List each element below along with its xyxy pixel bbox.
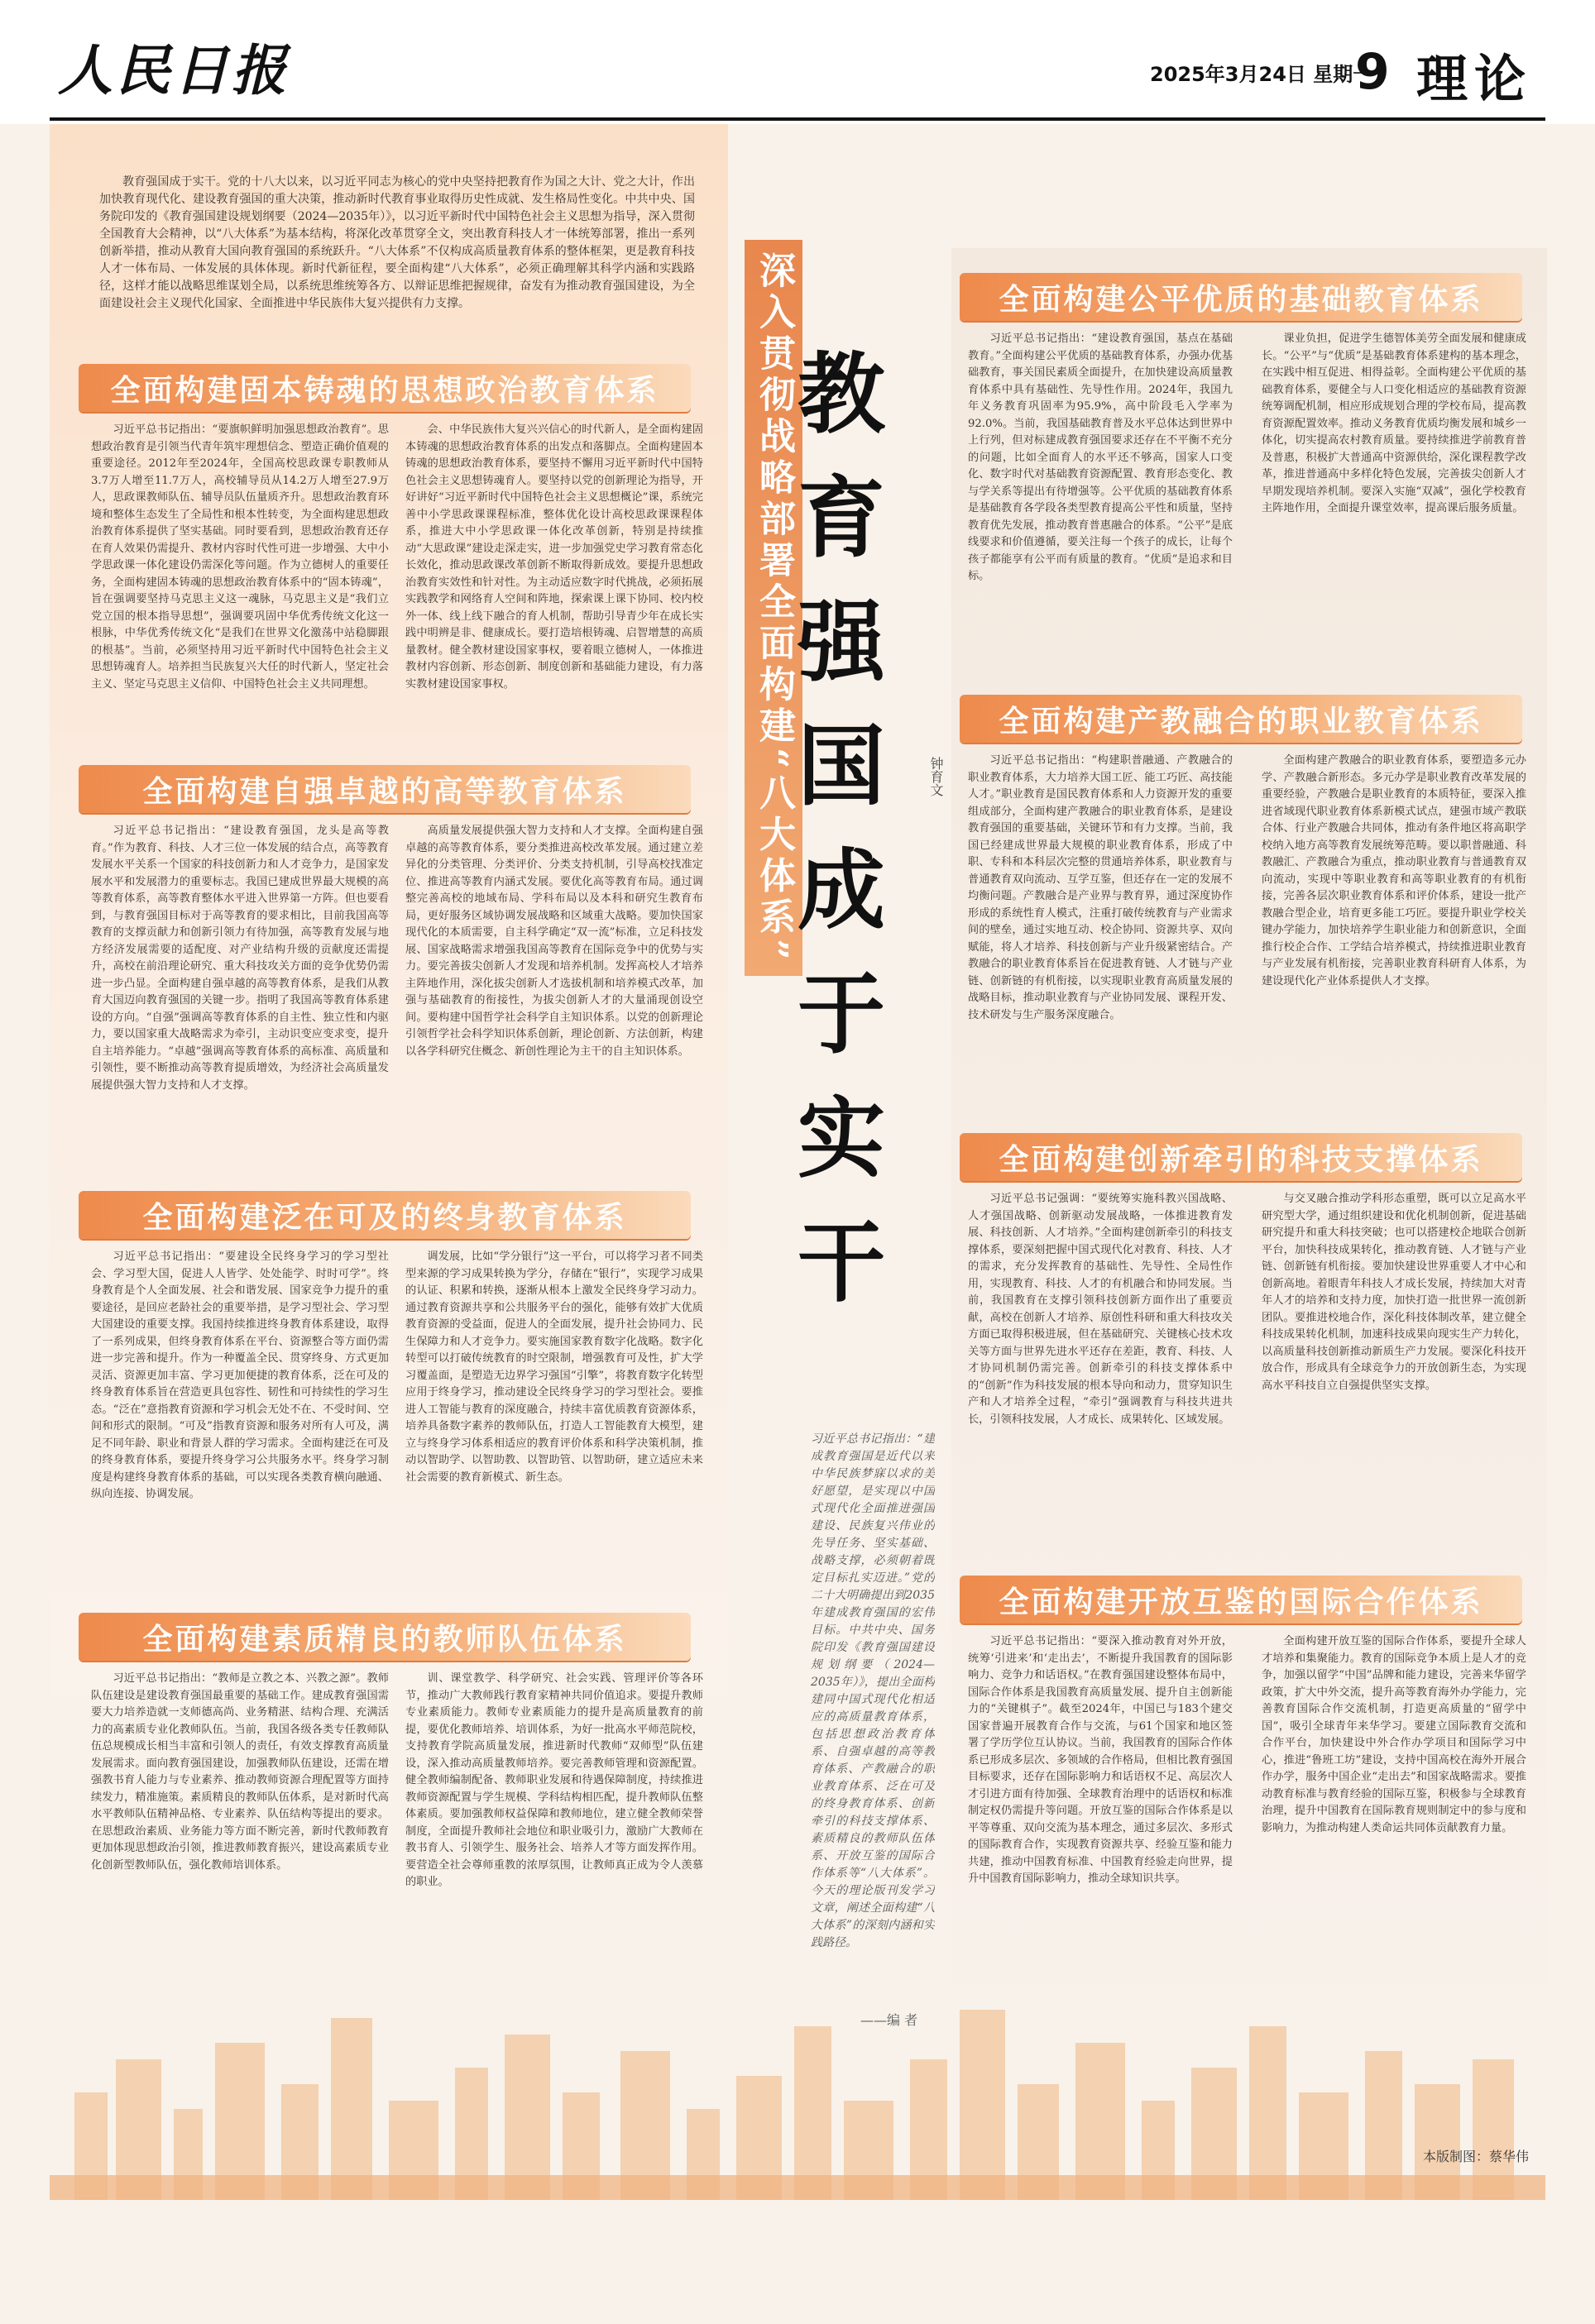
section-sci-tech-col1: 习近平总书记强调：“要统筹实施科教兴国战略、人才强国战略、创新驱动发展战略，一体推进教育发展、科技创新、人才培养。”全面构建创新牵引的科技支撑体系，要深刻把握中国式现代化对教育、科技、人才的需求，充分发挥教育的基础性、先导性、全局性作用，实现教育、科技、人才的有机融合和协同发展。当前，我国教育在支撑引领科技创新方面作出了重要贡献，高校在创新人才培养、原创性科研和重大科技攻关方面已取得积极进展，但在基础研究、关键核心技术攻关等方面与世界先进水平还存在差距，教育、科技、人才协同机制仍需完善。创新牵引的科技支撑体系中的“创新”作为科技发展的根本导向和动力，贯穿知识生产和人才培养全过程，“牵引”强调教育与科技共进共长，引领科技发展，人才成长、成果转化、区域发展。 bbox=[968, 1193, 1233, 1426]
section-title-basic-ed: 全面构建公平优质的基础教育体系 bbox=[960, 273, 1522, 321]
page-number: 9 bbox=[1355, 43, 1390, 101]
article-intro: 教育强国成于实干。党的十八大以来，以习近平同志为核心的党中央坚持把教育作为国之大计、党之大计，作出加快教育现代化、建设教育强国的重大决策，推动新时代教育事业取得历史性成就、发生格局性变化。中共中央、国务院印发的《教育强国建设规划纲要（2024—2035年）》，以习近平新时代中国特色社会主义思想为指导，深入贯彻全国教育大会精神，以“八大体系”为基本结构，将深化改革贯穿全文，突出教育科技人才一体统筹部署，推出一系列创新举措，推动从教育大国向教育强国的系统跃升。“八大体系”不仅构成高质量教育体系的整体框架，更是教育科技人才一体布局、一体发展的具体体现。新时代新征程，要全面构建“八大体系”，必须正确理解其科学内涵和实践路径，这样才能以战略思维谋划全局，以系统思维统筹各方、以辩证思维把握规律，奋发有为推动教育强国建设，为全面建设社会主义现代化国家、全面推进中华民族伟大复兴提供有力支撑。 bbox=[99, 175, 695, 310]
article-title: 教育强国成于实干 bbox=[783, 347, 887, 1340]
section-title-lifelong: 全面构建泛在可及的终身教育体系 bbox=[79, 1191, 691, 1239]
section-higher-ed-col2: 高质量发展提供强大智力支持和人才支撑。全面构建自强卓越的高等教育体系，要分类推进高校改革发展。通过建立差异化的分类管理、分类评价、分类支持机制，引导高校找准定位、推进高等教育内涵式发展。要优化高等教育布局。通过调整完善高校的地域布局、学科布局以及本科和研究生教育布局，更好服务区域协调发展战略和区域重大战略。要加快国家现代化的本质需要，自主科学确定“双一流”标准，立足科技发展、国家战略需求增强我国高等教育在国际竞争中的优势与实力。要完善拔尖创新人才发现和培养机制。发挥高校人才培养主阵地作用，深化拔尖创新人才选拔机制和培养模式改革，加强与基础教育的衔接性，为拔尖创新人才的大量涌现创设空间。要构建中国哲学社会科学自主知识体系。以党的创新理论引领哲学社会科学知识体系创新，理论创新、方法创新，构建以各学科研究住概念、新创性理论为主干的自主知识体系。 bbox=[405, 825, 703, 1058]
illustration-credit: 本版制图：蔡华伟 bbox=[1423, 2149, 1530, 2164]
section-intl-col1: 习近平总书记指出：“要深入推动教育对外开放，统筹‘引进来’和‘走出去’，不断提升我国教育的国际影响力、竞争力和话语权。”在教育强国建设整体布局中，国际合作体系是我国教育高质量发展、提升自主创新能力的“关键棋子”。截至2024年，中国已与183个建交国家普遍开展教育合作与交流，与61个国家和地区签署了学历学位互认协议。当前，我国教育的国际合作体系已形成多层次、多领域的合作格局，但相比教育强国目标要求，还存在国际影响力和话语权不足、高层次人才引进方面有待加强、全球教育治理中的话语权和标准制定权仍需提升等问题。开放互鉴的国际合作体系是以平等尊重、双向交流为基本理念，通过多层次、多形式的国际教育合作，实现教育资源共享、经验互鉴和能力共建，推动中国教育标准、中国教育经验走向世界，提升中国教育国际影响力，推动全球知识共享。 bbox=[968, 1635, 1233, 1885]
section-title-teachers: 全面构建素质精良的教师队伍体系 bbox=[79, 1613, 691, 1661]
section-sci-tech-col2: 与交叉融合推动学科形态重塑，既可以立足高水平研究型大学，通过组织建设和优化机制创新，促进基础研究提升和重大科技突破；也可以搭建校企地联合创新平台，加快科技成果转化，推动教育链、人才链与产业链、创新链有机衔接。要加快建设世界重要人才中心和创新高地。着眼青年科技人才成长发展，持续加大对青年人才的培养和支持力度，加快打造一批世界一流创新团队。要推进校地合作，深化科技体制改革，建立健全科技成果转化机制，加速科技成果向现实生产力转化，以高质量科技创新推动新质生产力发展。要深化科技开放合作，形成具有全球竞争力的开放创新生态，为实现高水平科技自立自强提供坚实支撑。 bbox=[1262, 1193, 1526, 1392]
section-lifelong-col2: 调发展，比如“学分银行”这一平台，可以将学习者不同类型来源的学习成果转换为学分，存储在“银行”，实现学习成果的认证、积累和转换，逐渐从根本上激发全民终身学习动力。通过教育资源共享和公共服务平台的强化，能够有效扩大优质教育资源的受益面，促进人的全面发展，提升社会协同力、民生保障力和人才竞争力。要实施国家教育数字化战略。数字化转型可以打破传统教育的时空限制，增强教育可及性，扩大学习覆盖面，是塑造无边界学习强国“引擎”，将教育数字化转型应用于终身学习，推动建设全民终身学习的学习型社会。要推进人工智能与教育的深度融合，持续丰富优质教育资源体系，培养具备数字素养的教师队伍，打造人工智能教育大模型，建立与终身学习体系相适应的教育评价体系和科学决策机制，推动以智助学、以智助教、以智助管、以智助研，建立适应未来社会需要的教育新模式、新生态。 bbox=[405, 1250, 703, 1484]
section-higher-ed-col1: 习近平总书记指出：“建设教育强国，龙头是高等教育。”作为教育、科技、人才三位一体发展的结合点，高等教育发展水平关系一个国家的科技创新力和人才竞争力，是国家发展水平和发展潜力的重要标志。我国已建成世界最大规模的高等教育体系，高等教育整体水平进入世界第一方阵。但也要看到，与教育强国目标对于高等教育的要求相比，目前我国高等教育的支撑贡献力和创新引领力有待加强，高等教育发展与地方经济发展需要的适配度、对产业结构升级的贡献度还需提升，高校在前沿理论研究、重大科技攻关方面的竞争优势仍需进一步凸显。全面构建自强卓越的高等教育体系，是我们从教育大国迈向教育强国的关键一步。指明了我国高等教育体系建设的方向。“自强”强调高等教育体系的自主性、独立性和内驱力，要以国家重大战略需求为牵引，主动识变应变求变，提升自主培养能力。“卓越”强调高等教育体系的高标准、高质量和引领性，要不断推动高等教育提质增效，为经济社会高质量发展提供强大智力支持和人才支撑。 bbox=[91, 825, 389, 1092]
editor-note-signature: ——编 者 bbox=[860, 2012, 918, 2028]
section-vocational-col2: 全面构建产教融合的职业教育体系，要塑造多元办学、产教融合新形态。多元办学是职业教育改革发展的重要经验，产教融合是职业教育的本质特征，要深入推进省域现代职业教育体系新模式试点，建强市域产教联合体、行业产教融合共同体，推动有条件地区将高职学校纳入地方高等教育发展统筹范畴。要以职普融通、科教融汇、产教融合为重点，推动职业教育与普通教育双向流动，实现中等职业教育和高等职业教育的有机衔接，完善各层次职业教育体系和评价体系，建设一批产教融合型企业，培育更多能工巧匠。要提升职业学校关键办学能力，加快培养学生职业能力和创新意识，全面推行校企合作、工学结合培养模式，持续推进职业教育与产业发展有机衔接，完善职业教育科研育人体系，为建设现代化产业体系提供人才支撑。 bbox=[1262, 754, 1526, 987]
section-title-ideology: 全面构建固本铸魂的思想政治教育体系 bbox=[79, 364, 691, 412]
masthead-rule bbox=[50, 117, 1545, 121]
section-teachers-col1: 习近平总书记指出：“教师是立教之本、兴教之源”。教师队伍建设是建设教育强国最重要的基础工作。建成教育强国需要大力培养造就一支师德高尚、业务精湛、结构合理、充满活力的高素质专业化教师队伍。当前，我国各级各类专任教师队伍总规模成长相当丰富和引领人的责任，有效支撑教育高质量发展需求。面向教育强国建设，加强教师队伍建设，还需在增强教书育人能力与专业素养、推动教师资源合理配置等方面持续发力，精准施策。素质精良的教师队伍体系，是对新时代高水平教师队伍精神品格、专业素养、队伍结构等提出的要求。在思想政治素质、业务能力等方面不断完善，新时代教师教育更加体现思想政治引领，推进教师教育振兴，建设高素质专业化创新型教师队伍，强化教师培训体系。 bbox=[91, 1672, 389, 1872]
section-title-sci-tech: 全面构建创新牵引的科技支撑体系 bbox=[960, 1133, 1522, 1181]
section-lifelong-col1: 习近平总书记指出：“要建设全民终身学习的学习型社会、学习型大国，促进人人皆学、处处能学、时时可学”。终身教育是个人全面发展、社会和谐发展、国家竞争力提升的重要途径，是回应老龄社会的重要举措，是学习型社会、学习型大国建设的重要支撑。我国持续推进终身教育体系建设，取得了一系列成果，但终身教育体系在平台、资源整合等方面仍需进一步完善和提升。作为一种覆盖全民、贯穿终身、方式更加灵活、资源更加丰富、学习更加便捷的教育体系，泛在可及的终身教育体系旨在营造更具包容性、韧性和可持续性的学习生态。“泛在”意指教育资源和学习机会无处不在、不受时间、空间和形式的限制。“可及”指教育资源和服务对所有人可及，满足不同年龄、职业和背景人群的学习需求。全面构建泛在可及的终身教育体系，要提升终身学习公共服务水平。终身学习制度是构建终身教育体系的基础，可以实现各类教育横向融通、纵向连接、协调发展。 bbox=[91, 1250, 389, 1500]
section-name: 理论 bbox=[1416, 49, 1533, 109]
section-vocational-col1: 习近平总书记指出：“构建职普融通、产教融合的职业教育体系，大力培养大国工匠、能工巧匠、高技能人才。”职业教育是国民教育体系和人力资源开发的重要组成部分，全面构建产教融合的职业教育体系，是建设教育强国的重要基础，关键环节和有力支撑。当前，我国已经建成世界最大规模的职业教育体系，形成了中职、专科和本科层次完整的贯通培养体系，职业教育与普通教育双向流动、互学互鉴，但还存在一定的发展不均衡问题。产教融合是产业界与教育界，通过深度协作形成的系统性育人模式，注重打破传统教育与产业需求间的壁垒，通过实地互动、校企协同、资源共享、双向赋能，将人才培养、科技创新与产业升级紧密结合。产教融合的职业教育体系旨在促进教育链、人才链与产业链、创新链的有机衔接，以实现职业教育高质量发展的战略目标，推动职业教育与产业协同发展、课程开发、技术研发与生产服务深度融合。 bbox=[968, 754, 1233, 1021]
editor-note: 习近平总书记指出：“建成教育强国是近代以来中华民族梦寐以求的美好愿望，是实现以中国式现代化全面推进强国建设、民族复兴伟业的先导任务、坚实基础、战略支撑，必须朝着既定目标扎实迈进。”党的二十大明确提出到2035年建成教育强国的宏伟目标。中共中央、国务院印发《教育强国建设规划纲要（2024—2035年）》，提出全面构建同中国式现代化相适应的高质量教育体系，包括思想政治教育体系、自强卓越的高等教育体系、产教融合的职业教育体系、泛在可及的终身教育体系、创新牵引的科技支撑体系、素质精良的教师队伍体系、开放互鉴的国际合作体系等“八大体系”。今天的理论版刊发学习文章，阐述全面构建“八大体系”的深刻内涵和实践路径。 bbox=[811, 1432, 935, 1949]
section-intl-col2: 全面构建开放互鉴的国际合作体系，要提升全球人才培养和集聚能力。教育的国际竞争本质上是人才的竞争，加强以留学“中国”品牌和能力建设，完善来华留学政策，扩大中外交流，提升高等教育海外办学能力，完善教育国际合作交流机制，打造更高质量的“留学中国”，吸引全球青年来华学习。要建立国际教育交流和合作平台，加快建设中外合作办学项目和国际学习中心，推进“鲁班工坊”建设，支持中国高校在海外开展合作办学，服务中国企业“走出去”和国家战略需求。要推动教育标准与教育经验的国际互鉴，积极参与全球教育治理，提升中国教育在国际教育规则制定中的参与度和影响力，为推动构建人类命运共同体贡献教育力量。 bbox=[1262, 1635, 1526, 1834]
newspaper-logo: 人民日报 bbox=[58, 38, 290, 103]
section-teachers-col2: 训、课堂教学、科学研究、社会实践、管理评价等各环节，推动广大教师践行教育家精神共同价值追求。要提升教师专业素质能力。教师专业素质能力的提升是高质量教育的前提，要优化教师培养、培训体系，为好一批高水平师范院校，支持教育学院高质量发展，推进新时代教师“双师型”队伍建设，深入推动高质量教师培养。要完善教师管理和资源配置。健全教师编制配备、教师职业发展和待遇保障制度，持续推进教师资源配置与学生规模、学科结构相匹配，提升教师队伍整体素质。要加强教师权益保障和教师地位，建立健全教师荣誉制度，全面提升教师社会地位和职业吸引力，激励广大教师在教书育人、引领学生、服务社会、培养人才等方面发挥作用。要营造全社会尊师重教的浓厚氛围，让教师真正成为令人羡慕的职业。 bbox=[405, 1672, 703, 1888]
series-banner-text-1: 深入贯彻战略部署 bbox=[753, 251, 795, 582]
section-ideology-col1: 习近平总书记指出：“要旗帜鲜明加强思想政治教育”。思想政治教育是引领当代青年筑牢理想信念、塑造正确价值观的重要途径。2012年至2024年，全国高校思政课专职教师从3.7万人增至11.7万人，高校辅导员从14.2万人增至27.9万人，思政课教师队伍、辅导员队伍量质齐升。思想政治教育环境和整体生态发生了全局性和根本性转变，为全面构建思想政治教育体系提供了坚实基础。同时要看到，思想政治教育还存在育人效果仍需提升、教材内容时代性可进一步增强、大中小学思政课一体化建设仍需深化等问题。作为立德树人的重要任务，全面构建固本铸魂的思想政治教育体系中的“固本铸魂”，旨在强调要坚持马克思主义这一魂脉，马克思主义是“我们立党立国的根本指导思想”，强调要巩固中华优秀传统文化这一根脉，中华优秀传统文化“是我们在世界文化激荡中站稳脚跟的根基”。当前，必须坚持用习近平新时代中国特色社会主义思想铸魂育人。培养担当民族复兴大任的时代新人，坚定社会主义、坚定马克思主义信仰、中国特色社会主义共同理想。 bbox=[91, 423, 389, 691]
section-basic-ed-col2: 课业负担，促进学生德智体美劳全面发展和健康成长。“公平”与“优质”是基础教育体系建构的基本理念，在实践中相互促进、相得益彰。全面构建公平优质的基础教育体系，要健全与人口变化相适应的基础教育资源统筹调配机制，相应形成规划合理的学校布局，提高教育资源配置效率。推动义务教育优质均衡发展和城乡一体化，切实提高农村教育质量。要持续推进学前教育普及普惠，积极扩大普通高中资源供给，深化课程教学改革，推进普通高中多样化特色发展，完善拔尖创新人才早期发现培养机制。要深入实施“双减”，强化学校教育主阵地作用，全面提升课堂效率，提高课后服务质量。 bbox=[1262, 332, 1526, 514]
section-title-vocational: 全面构建产教融合的职业教育体系 bbox=[960, 695, 1522, 743]
article-byline: 钟育文 bbox=[928, 757, 944, 796]
section-basic-ed-col1: 习近平总书记指出：“建设教育强国，基点在基础教育。”全面构建公平优质的基础教育体系，办强办优基础教育，事关国民素质全面提升，在加快建设高质量教育体系中具有基础性、先导性作用。2024年，我国九年义务教育巩固率为95.9%，高中阶段毛入学率为92.0%。当前，我国基础教育普及水平总体达到世界中上行列，但对标建成教育强国要求还存在不平衡不充分的问题，比如全面育人的水平还不够高，国家人口变化、数字时代对基础教育资源配置、教育形态变化、教与学关系等提出有待增强等。公平优质的基础教育体系是基础教育各学段各类型教育提高公平性和质量，坚持教育优先发展，推动教育普惠融合的体系。“公平”是底线要求和价值遵循，要关注每一个孩子的成长，让每个孩子都能享有公平而有质量的教育。“优质”是追求和目标。 bbox=[968, 332, 1233, 582]
section-title-higher-ed: 全面构建自强卓越的高等教育体系 bbox=[79, 765, 691, 813]
series-banner-text-2: 全面构建“八大体系” bbox=[753, 581, 795, 965]
section-ideology-col2: 会、中华民族伟大复兴兴信心的时代新人，是全面构建固本铸魂的思想政治教育体系的出发点和落脚点。全面构建固本铸魂的思想政治教育体系，要坚持不懈用习近平新时代中国特色社会主义思想铸魂育人。要坚持以党的创新理论为指导，开好讲好“习近平新时代中国特色社会主义思想概论”课，系统完善中小学思政课课程标准，整体优化设计高校思政课课程体系，推进大中小学思政课一体化改革创新，特别是持续推动“大思政课”建设走深走实，进一步加强党史学习教育常态化长效化，推动思政课改革创新不断取得新成效。要提升思想政治教育实效性和针对性。为主动适应数字时代挑战，必须拓展实践教学和网络育人空间和阵地，探索课上课下协同、校内校外一体、线上线下融合的育人机制，帮助引导青少年在成长实践中明辨是非、健康成长。要打造培根铸魂、启智增慧的高质量教材。健全教材建设国家事权，要着眼立德树人，一体推进教材内容创新、形态创新、制度创新和基础能力建设，有力落实教材建设国家事权。 bbox=[405, 423, 703, 691]
issue-date: 2025年3月24日 星期一 bbox=[1150, 63, 1373, 86]
section-title-intl: 全面构建开放互鉴的国际合作体系 bbox=[960, 1576, 1522, 1623]
